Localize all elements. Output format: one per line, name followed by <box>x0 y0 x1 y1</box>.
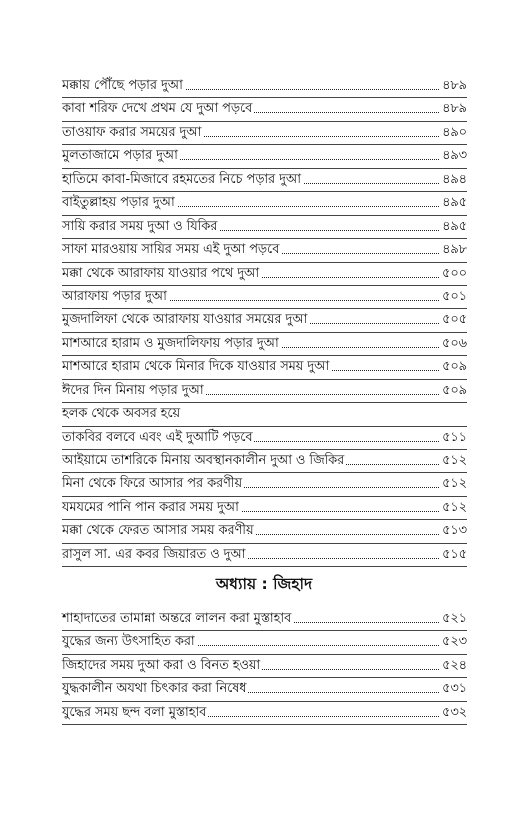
entry-page-number: ৫১৩ <box>442 523 467 539</box>
toc-entry <box>62 333 467 356</box>
entry-page-number: ৪৮৯ <box>442 101 467 117</box>
entry-page-number: ৪৯৮ <box>442 242 467 258</box>
toc-entry <box>62 216 467 239</box>
toc-entry <box>62 544 467 567</box>
entry-title: মক্কায় পৌঁছে পড়ার দুআ <box>62 78 183 93</box>
toc-entry <box>62 403 467 426</box>
entry-page-number: ৫২৪ <box>442 657 467 673</box>
entry-page-number: ৫৩১ <box>442 681 467 697</box>
toc-entry <box>62 702 467 725</box>
entry-title: সায়ি করার সময় দুআ ও যিকির <box>62 218 218 234</box>
entry-page-number: ৫৩২ <box>442 704 467 720</box>
entry-title: মক্কা থেকে ফেরত আসার সময় করণীয় <box>62 523 254 539</box>
entry-title: আইয়ামে তাশরিকে মিনায় অবস্থানকালীন দুআ ও জিকির <box>62 453 345 468</box>
entry-title: কাবা শরিফ দেখে প্রথম যে দুআ পড়বে <box>62 101 253 117</box>
entry-page-number: ৫০৬ <box>442 335 467 351</box>
entry-page-number: ৪৮৯ <box>442 78 467 93</box>
toc-entry <box>62 239 467 262</box>
entry-page-number: ৪৯৫ <box>442 195 467 211</box>
entry-page-number: ৫০১ <box>442 288 467 304</box>
entry-page-number: ৫০৫ <box>442 312 467 328</box>
entry-title: মিনা থেকে ফিরে আসার পর করণীয় <box>62 476 243 492</box>
entry-page-number: ৪৯০ <box>442 124 467 140</box>
entry-page-number: ৫০০ <box>442 265 467 281</box>
toc-entry <box>62 192 467 215</box>
entry-title: তাওয়াফ করার সময়ের দুআ <box>62 124 202 140</box>
toc-entry <box>62 520 467 543</box>
toc-entry <box>62 473 467 496</box>
entry-title: ঈদের দিন মিনায় পড়ার দুআ <box>62 382 204 398</box>
entry-title: মুলতাজামে পড়ার দুআ <box>62 148 178 164</box>
entry-page-number: ৫১৫ <box>442 546 467 562</box>
entry-title: মাশআরে হারাম থেকে মিনার দিকে যাওয়ার সময় দুআ <box>62 359 330 375</box>
entry-title: রাসুল সা. এর কবর জিয়ারত ও দুআ <box>62 546 246 562</box>
entry-title: শাহাদাতের তামান্না অন্তরে লালন করা মুস্তাহাব <box>62 611 292 626</box>
entry-title: তাকবির বলবে এবং এই দুআটি পড়বে <box>62 429 253 445</box>
entry-title: হলক থেকে অবসর হয়ে <box>62 406 181 422</box>
toc-entry <box>62 678 467 701</box>
entry-page-number: ৫১১ <box>442 429 467 445</box>
entry-page-number: ৫১২ <box>442 499 467 515</box>
toc-entry <box>62 169 467 192</box>
entry-title: যুদ্ধকালীন অযথা চিৎকার করা নিষেধ <box>62 681 247 697</box>
entry-title: জিহাদের সময় দুআ করা ও বিনত হওয়া <box>62 657 261 673</box>
toc-entry <box>62 655 467 678</box>
toc-entry <box>62 75 467 98</box>
entry-divider <box>62 724 467 725</box>
entry-title: বাইতুল্লাহয় পড়ার দুআ <box>62 195 175 211</box>
entry-title: মুজদালিফা থেকে আরাফায় যাওয়ার সময়ের দুআ <box>62 312 308 328</box>
entry-title: যুদ্ধের জন্য উৎসাহিত করা <box>62 634 195 650</box>
toc-list-hajj <box>62 75 467 567</box>
toc-list-jihad <box>62 608 467 725</box>
toc-entry <box>62 122 467 145</box>
entry-title: সাফা মারওয়ায় সায়ির সময় এই দুআ পড়বে <box>62 242 280 258</box>
entry-page-number: ৪৯৪ <box>442 171 467 187</box>
entry-title: হাতিমে কাবা-মিজাবে রহমতের নিচে পড়ার দুআ <box>62 171 301 187</box>
toc-entry <box>62 263 467 286</box>
toc-entry <box>62 309 467 332</box>
entry-page-number: ৪৯৫ <box>442 218 467 234</box>
toc-entry <box>62 608 467 631</box>
toc-entry <box>62 450 467 473</box>
toc-entry <box>62 356 467 379</box>
chapter-heading: অধ্যায় : জিহাদ <box>215 575 313 593</box>
entry-title: মাশআরে হারাম ও মুজদালিফায় পড়ার দুআ <box>62 335 279 351</box>
toc-entry <box>62 98 467 121</box>
entry-page-number: ৫২৩ <box>442 634 467 650</box>
toc-entry <box>62 497 467 520</box>
entry-title: আরাফায় পড়ার দুআ <box>62 288 167 304</box>
entry-title: মক্কা থেকে আরাফায় যাওয়ার পথে দুআ <box>62 265 259 281</box>
entry-title: যমযমের পানি পান করার সময় দুআ <box>62 499 239 515</box>
toc-entry <box>62 427 467 450</box>
entry-page-number: ৫২১ <box>442 611 467 626</box>
entry-page-number: ৫০৯ <box>442 382 467 398</box>
entry-title: যুদ্ধের সময় ছন্দ বলা মুস্তাহাব <box>62 704 207 720</box>
entry-page-number: ৫০৯ <box>442 359 467 375</box>
toc-entry <box>62 631 467 654</box>
entry-page-number: ৪৯৩ <box>442 148 467 164</box>
entry-divider <box>62 566 467 567</box>
toc-entry <box>62 286 467 309</box>
entry-page-number: ৫১২ <box>442 453 467 468</box>
toc-entry <box>62 380 467 403</box>
toc-entry <box>62 145 467 168</box>
entry-page-number: ৫১২ <box>442 476 467 492</box>
